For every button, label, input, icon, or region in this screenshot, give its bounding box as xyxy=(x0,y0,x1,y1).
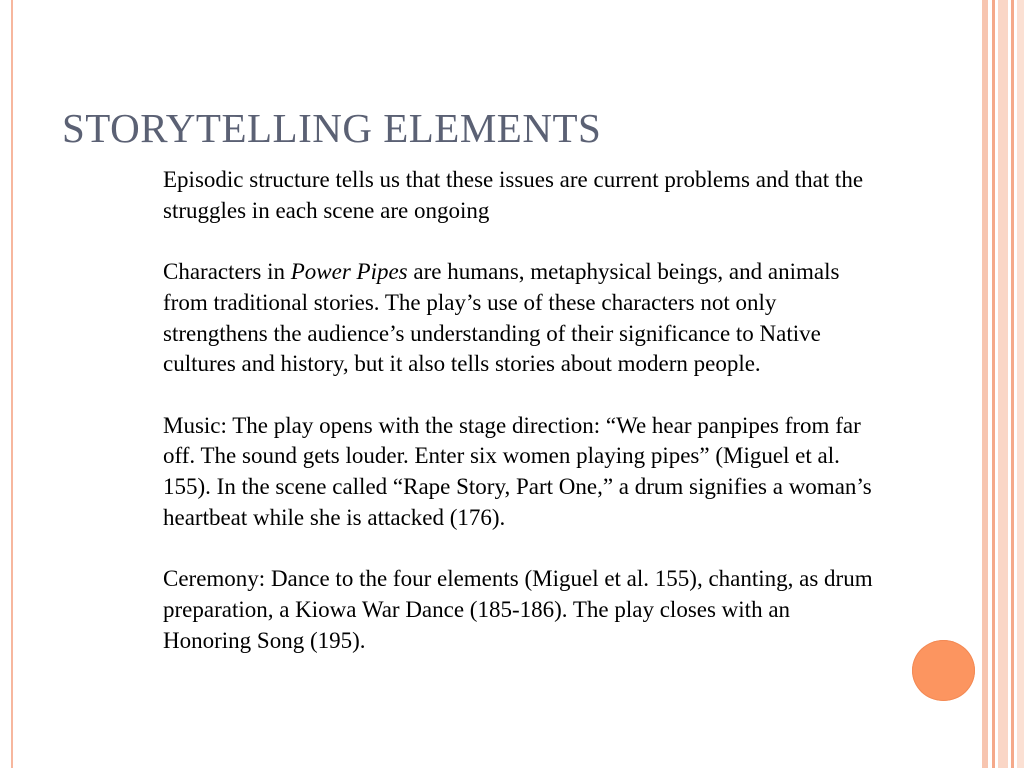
characters-prefix: Characters in xyxy=(163,259,291,285)
slide-body xyxy=(163,165,873,656)
right-stripe xyxy=(1011,0,1014,768)
paragraph-music: Music: The play opens with the stage direction: “We hear panpipes from far off. The sound gets louder. Enter six women playing pipes” (Miguel et al. 155). In the scene called “Rape Story, Part One,” a drum signifies a woman’s heartbeat while she is attacked (176). xyxy=(163,412,872,530)
play-title: Power Pipes xyxy=(290,259,408,285)
paragraph-episodic: Episodic structure tells us that these issues are current problems and that the struggles in each scene are ongoing xyxy=(163,167,864,223)
left-border-line xyxy=(11,0,13,768)
decorative-orange-circle xyxy=(912,640,975,701)
right-stripe xyxy=(998,0,1008,768)
paragraph-ceremony: Ceremony: Dance to the four elements (Miguel et al. 155), chanting, as drum preparation, a Kiowa War Dance (185-186). The play closes with an Honoring Song (195). xyxy=(163,566,873,653)
paragraph-characters xyxy=(163,257,873,380)
right-stripe xyxy=(992,0,995,768)
characters-suffix: are humans, metaphysical beings, and animals from traditional stories. The play’s use of these characters not only strengthens the audience’s understanding of their significance to Native cultures and history, but it also tells stories about modern people. xyxy=(163,259,840,377)
slide-title: STORYTELLING ELEMENTS xyxy=(62,105,602,151)
right-stripe xyxy=(1017,0,1024,768)
right-stripe xyxy=(982,0,988,768)
